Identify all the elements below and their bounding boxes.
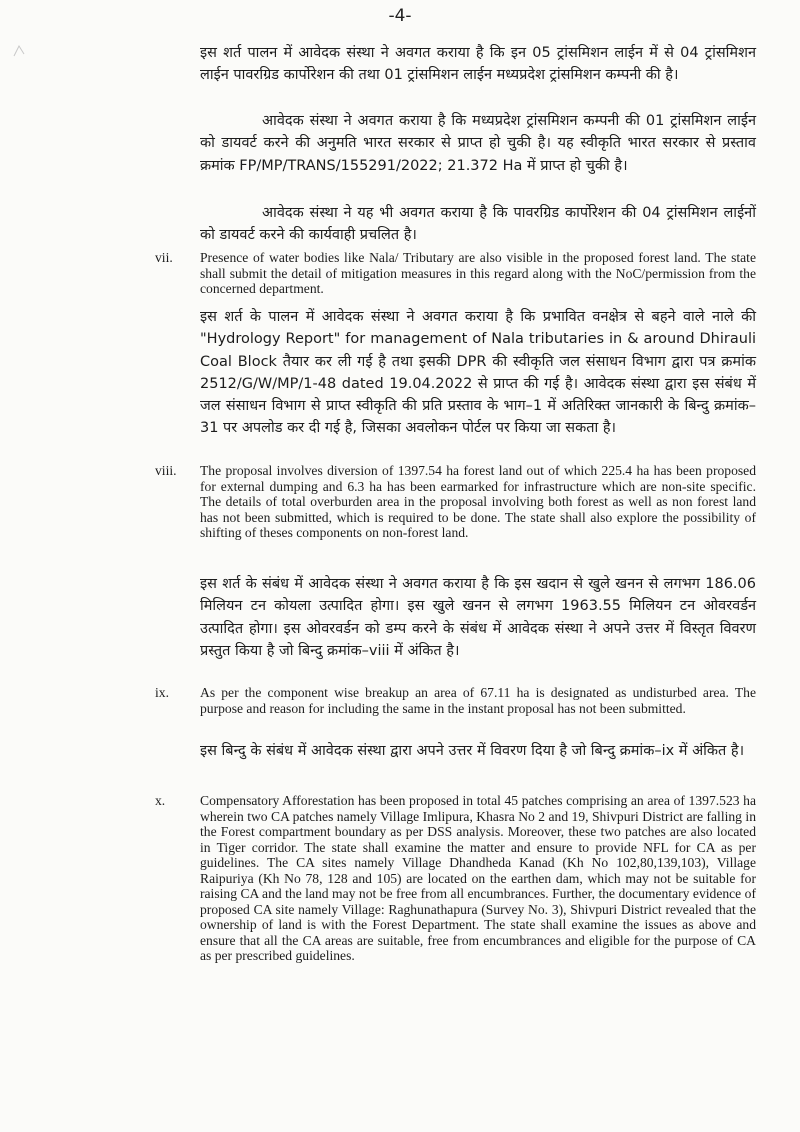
hindi-intro-paragraph-1: इस शर्त पालन में आवेदक संस्था ने अवगत कराया है कि इन 05 ट्रांसमिशन लाईन में से 04 ट्रांसमिशन लाईन पावरग्रिड कार्पोरेशन की तथा 01 ट्रांसमिशन लाईन मध्यप्रदेश ट्रांसमिशन कम्पनी की है। [200,45,756,84]
item-number-vii: vii. [155,250,173,265]
item-number-viii: viii. [155,463,177,478]
item-ix-english: As per the component wise breakup an area of 67.11 ha is designated as undisturbed area. The purpose and reason for including the same in the instant proposal has not been submitted. [200,685,756,716]
item-viii-hindi: इस शर्त के संबंध में आवेदक संस्था ने अवगत कराया है कि इस खदान से खुले खनन से लगभग 186.06 मिलियन टन कोयला उत्पादित होगा। इस खुले खनन से लगभग 1963.55 मिलियन टन ओवरवर्डन उत्पादित होगा। इस ओवरवर्डन को डम्प करने के संबंध में आवेदक संस्था ने अपने उत्तर में विस्तृत विवरण प्रस्तुत किया है जो बिन्दु क्रमांक–viii में अंकित है। [200,576,756,659]
item-number-ix: ix. [155,685,169,700]
hindi-intro-paragraph-3: आवेदक संस्था ने यह भी अवगत कराया है कि पावरग्रिड कार्पोरेशन की 04 ट्रांसमिशन लाईनों को डायवर्ट करने की कार्यवाही प्रचलित है। [200,205,756,244]
item-ix-hindi: इस बिन्दु के संबंध में आवेदक संस्था द्वारा अपने उत्तर में विवरण दिया है जो बिन्दु क्रमांक–ix में अंकित है। [200,743,745,759]
scan-mark-icon [10,40,30,60]
item-vii-english: Presence of water bodies like Nala/ Tributary are also visible in the proposed forest land. The state shall submit the detail of mitigation measures in this regard along with the NoC/permission from the concerned department. [200,250,756,296]
item-x-english: Compensatory Afforestation has been proposed in total 45 patches comprising an area of 1397.523 ha wherein two CA patches namely Village Imlipura, Khasra No 2 and 19, Shivpuri District are falling in the Forest compartment boundary as per DSS analysis. Moreover, these two patches are also located in Tiger corridor. The state shall examine the matter and ensure to provide NFL for CA as per guidelines. The CA sites namely Village Dhandheda Kanad (Kh No 102,80,139,103), Village Raipuriya (Kh No 78, 128 and 105) are located on the earthen dam, which may not be suitable for raising CA and the land may not be free from all encumbrances. Further, the documentary evidence of proposed CA site namely Village: Raghunathapura (Survey No. 3), Shivpuri District revealed that the ownership of land is with the Forest Department. The state shall examine the issues as above and ensure that all the CA areas are suitable, free from encumbrances and eligible for the purpose of CA as per prescribed guidelines. [200,793,756,963]
hindi-intro-paragraph-2: आवेदक संस्था ने अवगत कराया है कि मध्यप्रदेश ट्रांसमिशन कम्पनी की 01 ट्रांसमिशन लाईन को डायवर्ट करने की अनुमति भारत सरकार से प्राप्त हो चुकी है। यह स्वीकृति भारत सरकार से प्रस्ताव क्रमांक FP/MP/TRANS/155291/2022; 21.372 Ha में प्राप्त हो चुकी है। [200,113,756,174]
item-vii-hindi: इस शर्त के पालन में आवेदक संस्था ने अवगत कराया है कि प्रभावित वनक्षेत्र से बहने वाले नाले की "Hydrology Report" for management of Nala tributaries in & around Dhirauli Coal Block तैयार कर ली गई है तथा इसकी DPR की स्वीकृति जल संसाधन विभाग द्वारा पत्र क्रमांक 2512/G/W/MP/1-48 dated 19.04.2022 से प्राप्त की गई है। आवेदक संस्था द्वारा इस संबंध में जल संसाधन विभाग से प्राप्त स्वीकृति की प्रति प्रस्ताव के भाग–1 में अतिरिक्त जानकारी के बिन्दु क्रमांक–31 पर अपलोड कर दी गई है, जिसका अवलोकन पोर्टल पर किया जा सकता है। [200,309,756,437]
page-number: -4- [388,6,412,26]
item-viii-english: The proposal involves diversion of 1397.54 ha forest land out of which 225.4 ha has been proposed for external dumping and 6.3 ha has been earmarked for infrastructure which are non-site specific. The details of total overburden area in the proposal involving both forest as well as non forest land has not been submitted, which is required to be done. The state shall also explore the possibility of shifting of theses components on non-forest land. [200,463,756,540]
item-number-x: x. [155,793,166,808]
